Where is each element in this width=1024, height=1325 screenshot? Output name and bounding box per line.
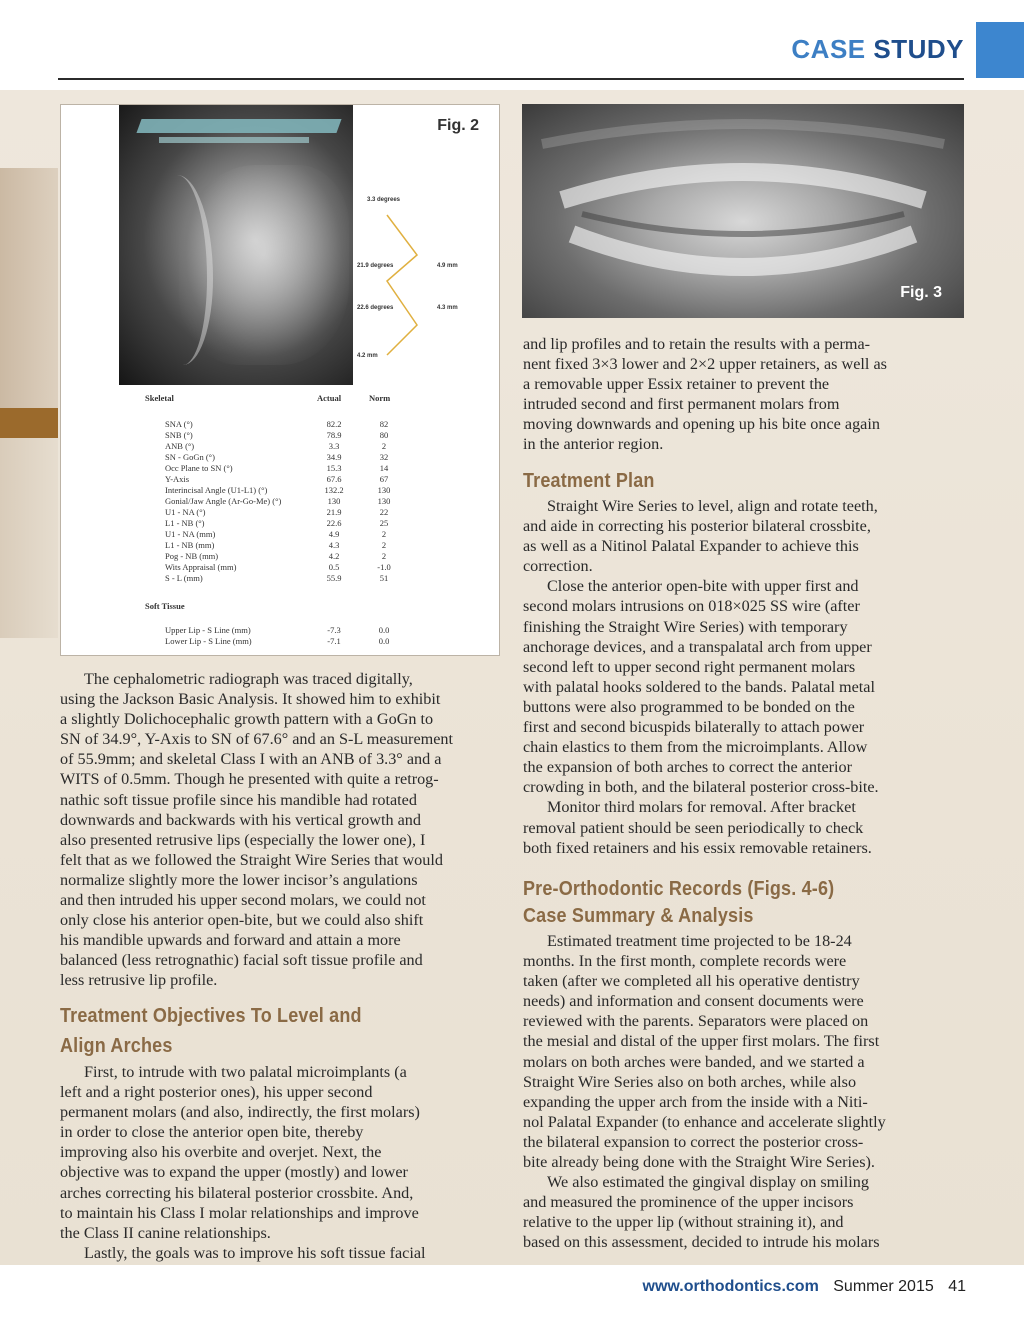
table-row: Y-Axis 67.6 67 xyxy=(165,474,389,484)
table-row: U1 - NA (mm) 4.9 2 xyxy=(165,529,387,539)
page-number: 41 xyxy=(948,1278,966,1295)
heading-treatment-objectives: Treatment Objectives To Level and xyxy=(60,1005,362,1027)
annotation-l1-nb-mm: 4.3 mm xyxy=(437,305,458,311)
heading-case-summary: Case Summary & Analysis xyxy=(523,905,754,927)
table-row: Upper Lip - S Line (mm) -7.3 0.0 xyxy=(165,625,390,635)
figure-2-cephalometric xyxy=(60,104,500,656)
table-norm-header: Norm xyxy=(369,393,391,403)
table-row: U1 - NA (°) 21.9 22 xyxy=(165,507,389,517)
section-title-word-2: STUDY xyxy=(873,34,964,64)
annotation-anb: 3.3 degrees xyxy=(367,197,401,203)
annotation-pog-nb: 4.2 mm xyxy=(357,353,378,359)
page-footer xyxy=(643,1278,967,1296)
margin-band xyxy=(0,438,58,638)
dental-arch-drawing xyxy=(522,104,964,318)
table-row: S - L (mm) 55.9 51 xyxy=(165,573,389,583)
figure-2-label: Fig. 2 xyxy=(437,117,479,134)
heading-treatment-objectives-2: Align Arches xyxy=(60,1035,173,1057)
header-color-tab xyxy=(976,22,1024,78)
table-row: Pog - NB (mm) 4.2 2 xyxy=(165,551,387,561)
section-title xyxy=(791,34,964,65)
figure-3-panoramic xyxy=(522,104,964,318)
table-row: Lower Lip - S Line (mm) -7.1 0.0 xyxy=(165,636,390,646)
table-row: ANB (°) 3.3 2 xyxy=(165,441,387,451)
footer-website-link[interactable]: www.orthodontics.com xyxy=(642,1278,819,1295)
table-row: L1 - NB (mm) 4.3 2 xyxy=(165,540,387,550)
heading-pre-orthodontic-records: Pre-Orthodontic Records (Figs. 4-6) xyxy=(523,878,835,900)
annotation-u1-na-deg: 21.9 degrees xyxy=(357,263,394,269)
table-row: L1 - NB (°) 22.6 25 xyxy=(165,518,389,528)
table-soft-tissue-header: Soft Tissue xyxy=(145,601,185,611)
panoramic-radiograph xyxy=(522,104,964,318)
table-row: SNB (°) 78.9 80 xyxy=(165,430,389,440)
ceph-angle-line xyxy=(387,215,417,355)
plan-paragraph: Straight Wire Series to level, align and rotate teeth, and aide in correcting his posterior bilateral crossbite, as well as a Nitinol Palatal Expander to achieve this correction. Close the anterior open-bite with upper first and second molars intrusions on 018×025 SS wire (after finishing the Straight Wire Series) with temporary anchorage devices, and a transpalatal arch from upper second left to upper second right permanent molars with palatal hooks soldered to the bands. Palatal metal buttons were also programmed to be bonded on the first and second bicuspids bilaterally to attach power chain elastics to them from the microimplants. Allow the expansion of both arches to correct the anterior crowding in both, and the bilateral posterior cross-bite. Monitor third molars for removal. After bracket removal patient should be seen periodically to check both fixed retainers and his essix removable retainers. xyxy=(523,497,879,857)
table-row: SNA (°) 82.2 82 xyxy=(165,419,389,429)
heading-treatment-plan: Treatment Plan xyxy=(523,470,655,492)
table-row: Wits Appraisal (mm) 0.5 -1.0 xyxy=(165,562,391,572)
annotation-l1-nb-deg: 22.6 degrees xyxy=(357,305,394,311)
table-row: SN - GoGn (°) 34.9 32 xyxy=(165,452,389,462)
margin-band xyxy=(0,168,58,408)
objectives-paragraph: First, to intrude with two palatal microimplants (a left and a right posterior ones), his upper second permanent molars (and also, indirectly, the first molars) in order to close the anterior open bite, thereby improving also his overbite and overjet. Next, the objective was to expand the upper (mostly) and lower arches correcting his bilateral posterior crossbite. And, to maintain his Class I molar relationships and improve the Class II canine relationships. Lastly, the goals was to improve his soft tissue facial xyxy=(60,1063,426,1262)
table-row: Gonial/Jaw Angle (Ar-Go-Me) (°) 130 130 xyxy=(165,496,391,506)
margin-band-accent xyxy=(0,408,58,438)
section-title-word-1: CASE xyxy=(791,34,866,64)
table-skeletal-header: Skeletal xyxy=(145,393,174,403)
annotation-u1-na-mm: 4.9 mm xyxy=(437,263,458,269)
table-actual-header: Actual xyxy=(317,393,342,403)
header-rule xyxy=(58,78,964,80)
table-row: Interincisal Angle (U1-L1) (°) 132.2 130 xyxy=(165,485,391,495)
records-paragraph: Estimated treatment time projected to be 18-24 months. In the first month, complete records were taken (after we completed all his operative dentistry needs) and information and consent documents were reviewed with the parents. Separators were placed on the mesial and distal of the upper first molars. The first molars on both arches were banded, and we started a Straight Wire Series also on both arches, while also expanding the upper arch from the inside with a Niti- nol Palatal Expander (to enhance and accelerate slightly the bilateral expansion to correct the posterior cross- bite already being done with the Straight Wire Series). We also estimated the gingival display on smiling and measured the prominence of the upper incisors relative to the upper lip (without straining it), and based on this assessment, decided to intrude his molars xyxy=(523,932,886,1252)
figure-3-label: Fig. 3 xyxy=(900,284,942,301)
continuation-paragraph: and lip profiles and to retain the results with a perma- nent fixed 3×3 lower and 2×2 upper retainers, as well as a removable upper Essix retainer to prevent the intruded second and first permanent molars from moving downwards and opening up his bite once again in the anterior region. xyxy=(523,335,887,454)
table-row: Occ Plane to SN (°) 15.3 14 xyxy=(165,463,389,473)
intro-paragraph: The cephalometric radiograph was traced digitally, using the Jackson Basic Analysis. It showed him to exhibit a slightly Dolichocephalic growth pattern with a GoGn to SN of 34.9°, Y-Axis to SN of 67.6° and an S-L measurement of 55.9mm; and skeletal Class I with an ANB of 3.3° and a WITS of 0.5mm. Though he presented with quite a retrog- nathic soft tissue profile since his mandible had rotated downwards and backwards with his vertical growth and also presented retrusive lips (especially the lower one), I felt that as we followed the Straight Wire Series that would normalize slightly more the lower incisor’s angulations and then intruded his upper second molars, we could not only close his anterior open-bite, but we could also shift his mandible upwards and forward and attain a more balanced (less retrognathic) facial soft tissue profile and less retrusive lip profile. xyxy=(60,670,454,990)
footer-issue: Summer 2015 xyxy=(833,1278,934,1295)
